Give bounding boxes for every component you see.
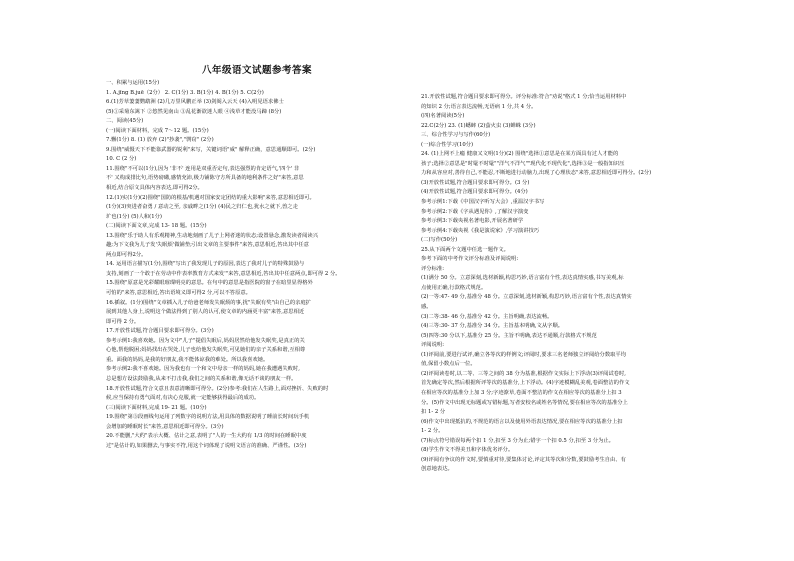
right-text-line: (7)标点符号错误每两个扣 1 分,扣至 3 分为止;错字一个扣 0.5 分,扣至 3 分为止。 <box>421 437 614 444</box>
left-text-line: (5)①采菊东篱下 ②悠然见南山 ③乱花渐欲迷人眼 ④浅草才能没马蹄 (8分) <box>106 108 282 115</box>
right-text-line: 1- 2 分。 <box>421 428 444 435</box>
left-text-line: 1. A.jīng B.juē（2分） 2. C(1分) 3. B(1分) 4. B(1分) 5. C(2分) <box>106 89 264 96</box>
left-text-line: 20.不能删,"大约"表示大概、估计之意,表明了"人的一生大约有 1/3 的时间在睡眠中度 <box>106 433 307 440</box>
right-text-line: 在相应等次的基准分上加 3 分;字迹潦草,卷面不整洁的作文在相应等次的基准分上扣 3 <box>421 389 622 396</box>
right-text-line: 参考示例3:下载央视名著电影,开展名著研学 <box>421 218 524 225</box>
left-text-line: 不' 又构成排比句,语势磅礴,感情充沛,极力铺陈守方所具备的地利条件之好"来答,意思 <box>106 175 304 182</box>
left-text-line: 会增加的睡眠时长"来答,意思相近即可得分。(3分) <box>106 423 224 430</box>
left-text-line: 圹也(1分) (5)人和(1分) <box>106 213 162 220</box>
left-text-line: 18.开放性试题,符合文意且表意清晰即可得分。(2分)参考:我们在人生路上,面对挫折、失败的时 <box>106 385 329 392</box>
right-text-line: (2)一等:47- 49 分,基准分 48 分。立意深刻,选材新颖,构思巧妙,语言富有个性,表达真情实 <box>421 294 632 301</box>
right-text-line: 创意地表达。 <box>421 466 453 473</box>
left-text-line: 相近,结合原文具体内容表达,即可得2分。 <box>106 185 203 192</box>
left-text-line: (1分)(3)突进者奋勇 / 意动之至, 亲戚畔之(1分) (4)民之归仁也,犹水之就下,兽之走 <box>106 204 298 211</box>
left-text-line: 支持,刻画了一个敢于在劳动中作表率教育方式来发'"来答,意思相近,答出其中任意两点,即可得 2 分。 <box>106 270 341 277</box>
right-text-line: 分。(5)作文中出现无标题或写错标题,写者安校名或姓名等情况,要在相应等次的基准分上 <box>421 399 628 406</box>
right-text-line: 三、综合性学习与写作(60分) <box>421 132 491 139</box>
left-text-line: (三)阅读下面材料,完成 19- 21 题。(10分) <box>106 404 207 411</box>
left-text-line: 心他,帮他脱困;妈妈找出在哭处,儿子也给他发失眠奖,可见她们的亲子关系和谐,互相尊 <box>106 347 306 354</box>
right-text-line: (3)二等:38- 46 分,基准分 42 分。主旨明确,表达流畅。 <box>421 313 553 320</box>
right-text-line: (1)满分 50 分。立意深刻,选材新颖,构思巧妙,语言富有个性,表达真情实感,书写美观,标 <box>421 275 624 282</box>
left-text-line: (一)阅读下面材料，完成 7～12 题。(15分) <box>106 127 209 134</box>
right-text-line: 25.从下面两个文题中任选一题作文。 <box>421 246 509 253</box>
left-text-line: 10. C (2 分) <box>106 156 137 163</box>
left-text-line: 14. 运用语言描写(1分),围绕"写出了我发现儿子的原因,表达了我对儿子的特殊鼓励与 <box>106 261 305 268</box>
right-text-line: (6)作文中出现抵抗的,不规范的语言以及使用外语表达情况,要在相应等次的基准分上扣 <box>421 418 623 425</box>
left-text-line: 17.开放性试题,符合题目要求即可得分。(3分) <box>106 328 214 335</box>
left-text-line: 13.围绕"乐于助人有乐观精神,生动地刻画了儿子上网者迷的状态;设置悬念,激发读者阅读兴 <box>106 232 318 239</box>
right-text-line: (8)学生作文不得美丑和字体优劣评分。 <box>421 447 514 454</box>
right-text-line: 21.开放性试题,符合题目要求即可得分。评分标准:符合"劝说"格式 1 分;恰当运用材料中 <box>421 94 627 100</box>
right-text-line: (一)综合性学习(10分) <box>421 141 474 148</box>
left-text-line: 二、阅读(45分) <box>106 118 144 125</box>
left-text-line: 重。面我的妈妈,是我的好朋友,我不能体谅我的难处。所以我喜欢她。 <box>106 356 269 363</box>
right-text-line: 22.C(2分) 23. (1)蟋蟀 (2)萤火虫 (3)蝉蛛 (3分) <box>421 122 536 129</box>
left-text-line: 9.围绕"威慑天下不能靠武器的锐利"来写，关键词语"威" 解释正确，意思通顺即可。(2分) <box>106 146 316 153</box>
right-text-line: 力和从容应对,善待自己,不能忍,不断地进行动脑力,出现了心理状态"来答,意思相近即可得分。(2分) <box>421 170 652 177</box>
left-column-lines <box>106 79 408 451</box>
right-text-line: 孩子;选择②意思是"时髦不时髦""洋气不洋气""现代化不现代化",选择③是一般指知识压 <box>421 160 625 167</box>
left-text-line: 15.围绕"原意是光彩耀眼璀璨明亮的意思。在句中的意思是指医院的窗子在暗里显得格外 <box>106 280 313 287</box>
left-text-line: 一、积累与运用(15分) <box>106 80 160 86</box>
left-text-line: 过"是估计的,如果删去,与事实不符,用这个词体现了说明文语言的准确、严谨性。(3分) <box>106 442 307 449</box>
left-text-line: 可怕的"来答,意思相近,答出语境义即可得2 分,可以不答原意。 <box>106 290 251 297</box>
right-text-line: 参考示例2:下载《字从遇见你》,了解汉字演变 <box>421 208 529 215</box>
left-text-line: 展到其他人身上,说明这个做法得到了别人的认可,使文章的内涵更丰富"来答,意思相近 <box>106 309 305 316</box>
left-column <box>106 0 408 561</box>
right-text-line: 参考下面的中考作文评分标准及评阅说明: <box>421 256 519 263</box>
right-text-line: 参考示例4:下载央视《我是演说家》,学习演讲技巧 <box>421 227 540 234</box>
document-title: 八年级语文试题参考答案 <box>201 65 312 76</box>
right-text-line: (四)名著阅读(5分) <box>421 113 465 120</box>
left-text-line: 总是想方设法鼓励我,从来不打击我,我们之间的关系和谐,像无话不谈的朋友一样。 <box>106 375 297 382</box>
left-text-line: 19.围绕"第③段画线句运用了列数字的说明方法,用具体的数据说明了睡前长时间玩手机 <box>106 414 310 421</box>
right-text-line: (3)开放性试题,符合题目要求即可得分。(3 分) <box>421 179 530 186</box>
left-text-line: 候,应当保持有勇气面对,有决心克服,就一定能够获得最后的成功。 <box>106 395 260 402</box>
left-text-line: 趣;为下文我为儿子发'失眠烦'做铺垫;引出文章的主要事件"来答,意思相近,答出其中任意 <box>106 242 309 249</box>
right-text-line: 24. (1)上网不上瘾 健康又文明(1分)(2) 围绕"选择①意思是在某方面具有过人才能的 <box>421 151 619 158</box>
right-text-line: (9)评阅有争议的作文时,要慎重对待,要集体讨论,评定其等次和分数,要鼓励考生自由、有 <box>421 456 626 463</box>
right-text-line: (二)写作(50分) <box>421 237 458 244</box>
right-text-line: 评阅说明: <box>421 342 444 349</box>
left-text-line: 11.围绕"不可以(1分),因为 '非不' 连用是双重否定句,表达强烈的肯定语气,'四个' 非 <box>106 165 300 172</box>
left-text-line: 7.懈(1分) 8. (1) 放弃 (2)"抄袭","剽窃" (2分) <box>106 137 214 144</box>
left-text-line: 参考示例1:我喜欢她。因为文中"儿子"提倡失眠后,妈妈居然给他发失眠奖,是真正的关 <box>106 337 305 344</box>
left-text-line: 16.插叙。(1分)围绕"文章插入儿子给爸老师发失眠烦的事,扰"失眠有奖"由自己的亲庭扩 <box>106 299 312 306</box>
right-text-line: 的知识 2 分;语言表达流畅,无语病 1 分,共 4 分。 <box>421 103 537 110</box>
left-text-line: 即可得 2 分。 <box>106 318 140 325</box>
right-column <box>421 0 725 561</box>
right-text-line: 扣 1- 2 分 <box>421 409 446 416</box>
left-text-line: 6.(1)芳草萋萋鹦鹉洲 (2)几万里风鹏正举 (3)剑阁入云天 (4)入明见语求佛士 <box>106 99 284 106</box>
right-text-line: (1)评阅前,要进行试评,确立各等次的样例文;评阅时,要求三名老师独立评阅给分数取平均 <box>421 351 627 358</box>
left-text-line: (二)阅读下面文章,完成 13- 18 题。(15分) <box>106 223 207 230</box>
right-text-line: 参考示例1:下载《中国汉字听写大会》,重温汉字书写 <box>421 199 545 206</box>
right-text-line: (5)四等:30 分以下,基准分 25 分。主旨不明确,表达不通顺,行款格式不规范 <box>421 332 597 339</box>
right-column-lines <box>421 93 725 475</box>
right-text-line: 点使用正确,行款格式规范。 <box>421 284 487 291</box>
left-text-line: 两点即可得2分。 <box>106 251 147 258</box>
right-text-line: (4)开放性试题,符合题目要求即可得分。(4分) <box>421 189 528 196</box>
right-text-line: 评分标准: <box>421 265 444 272</box>
right-text-line: (2)评阅读卷时,以二等、三等之间的 38 分为基准,根据作文实际上下浮动(3)评阅试卷时, <box>421 370 626 377</box>
left-text-line: 12.(1)实(1分)(2)围绕"国防的根基/机遇对国家安定团结的重大影响"来答,意思相近即可。 <box>106 194 315 201</box>
right-text-line: 首先确定等次,然后根据所评等次的基准分,上下浮动。(4)字迹模糊乱美观,卷面整洁的作文 <box>421 380 630 387</box>
right-text-line: (4)三等:30- 37 分,基准分 34 分。主旨基本明确,文从字顺。 <box>421 323 564 330</box>
left-text-line: 参考示例2:我不喜欢她。因为我也有一个和文中母亲一样的妈妈,她在我遭遇失败时, <box>106 366 300 373</box>
right-text-line: 感。 <box>421 304 432 311</box>
right-text-line: 值,保留小数点后一位。 <box>421 361 476 368</box>
